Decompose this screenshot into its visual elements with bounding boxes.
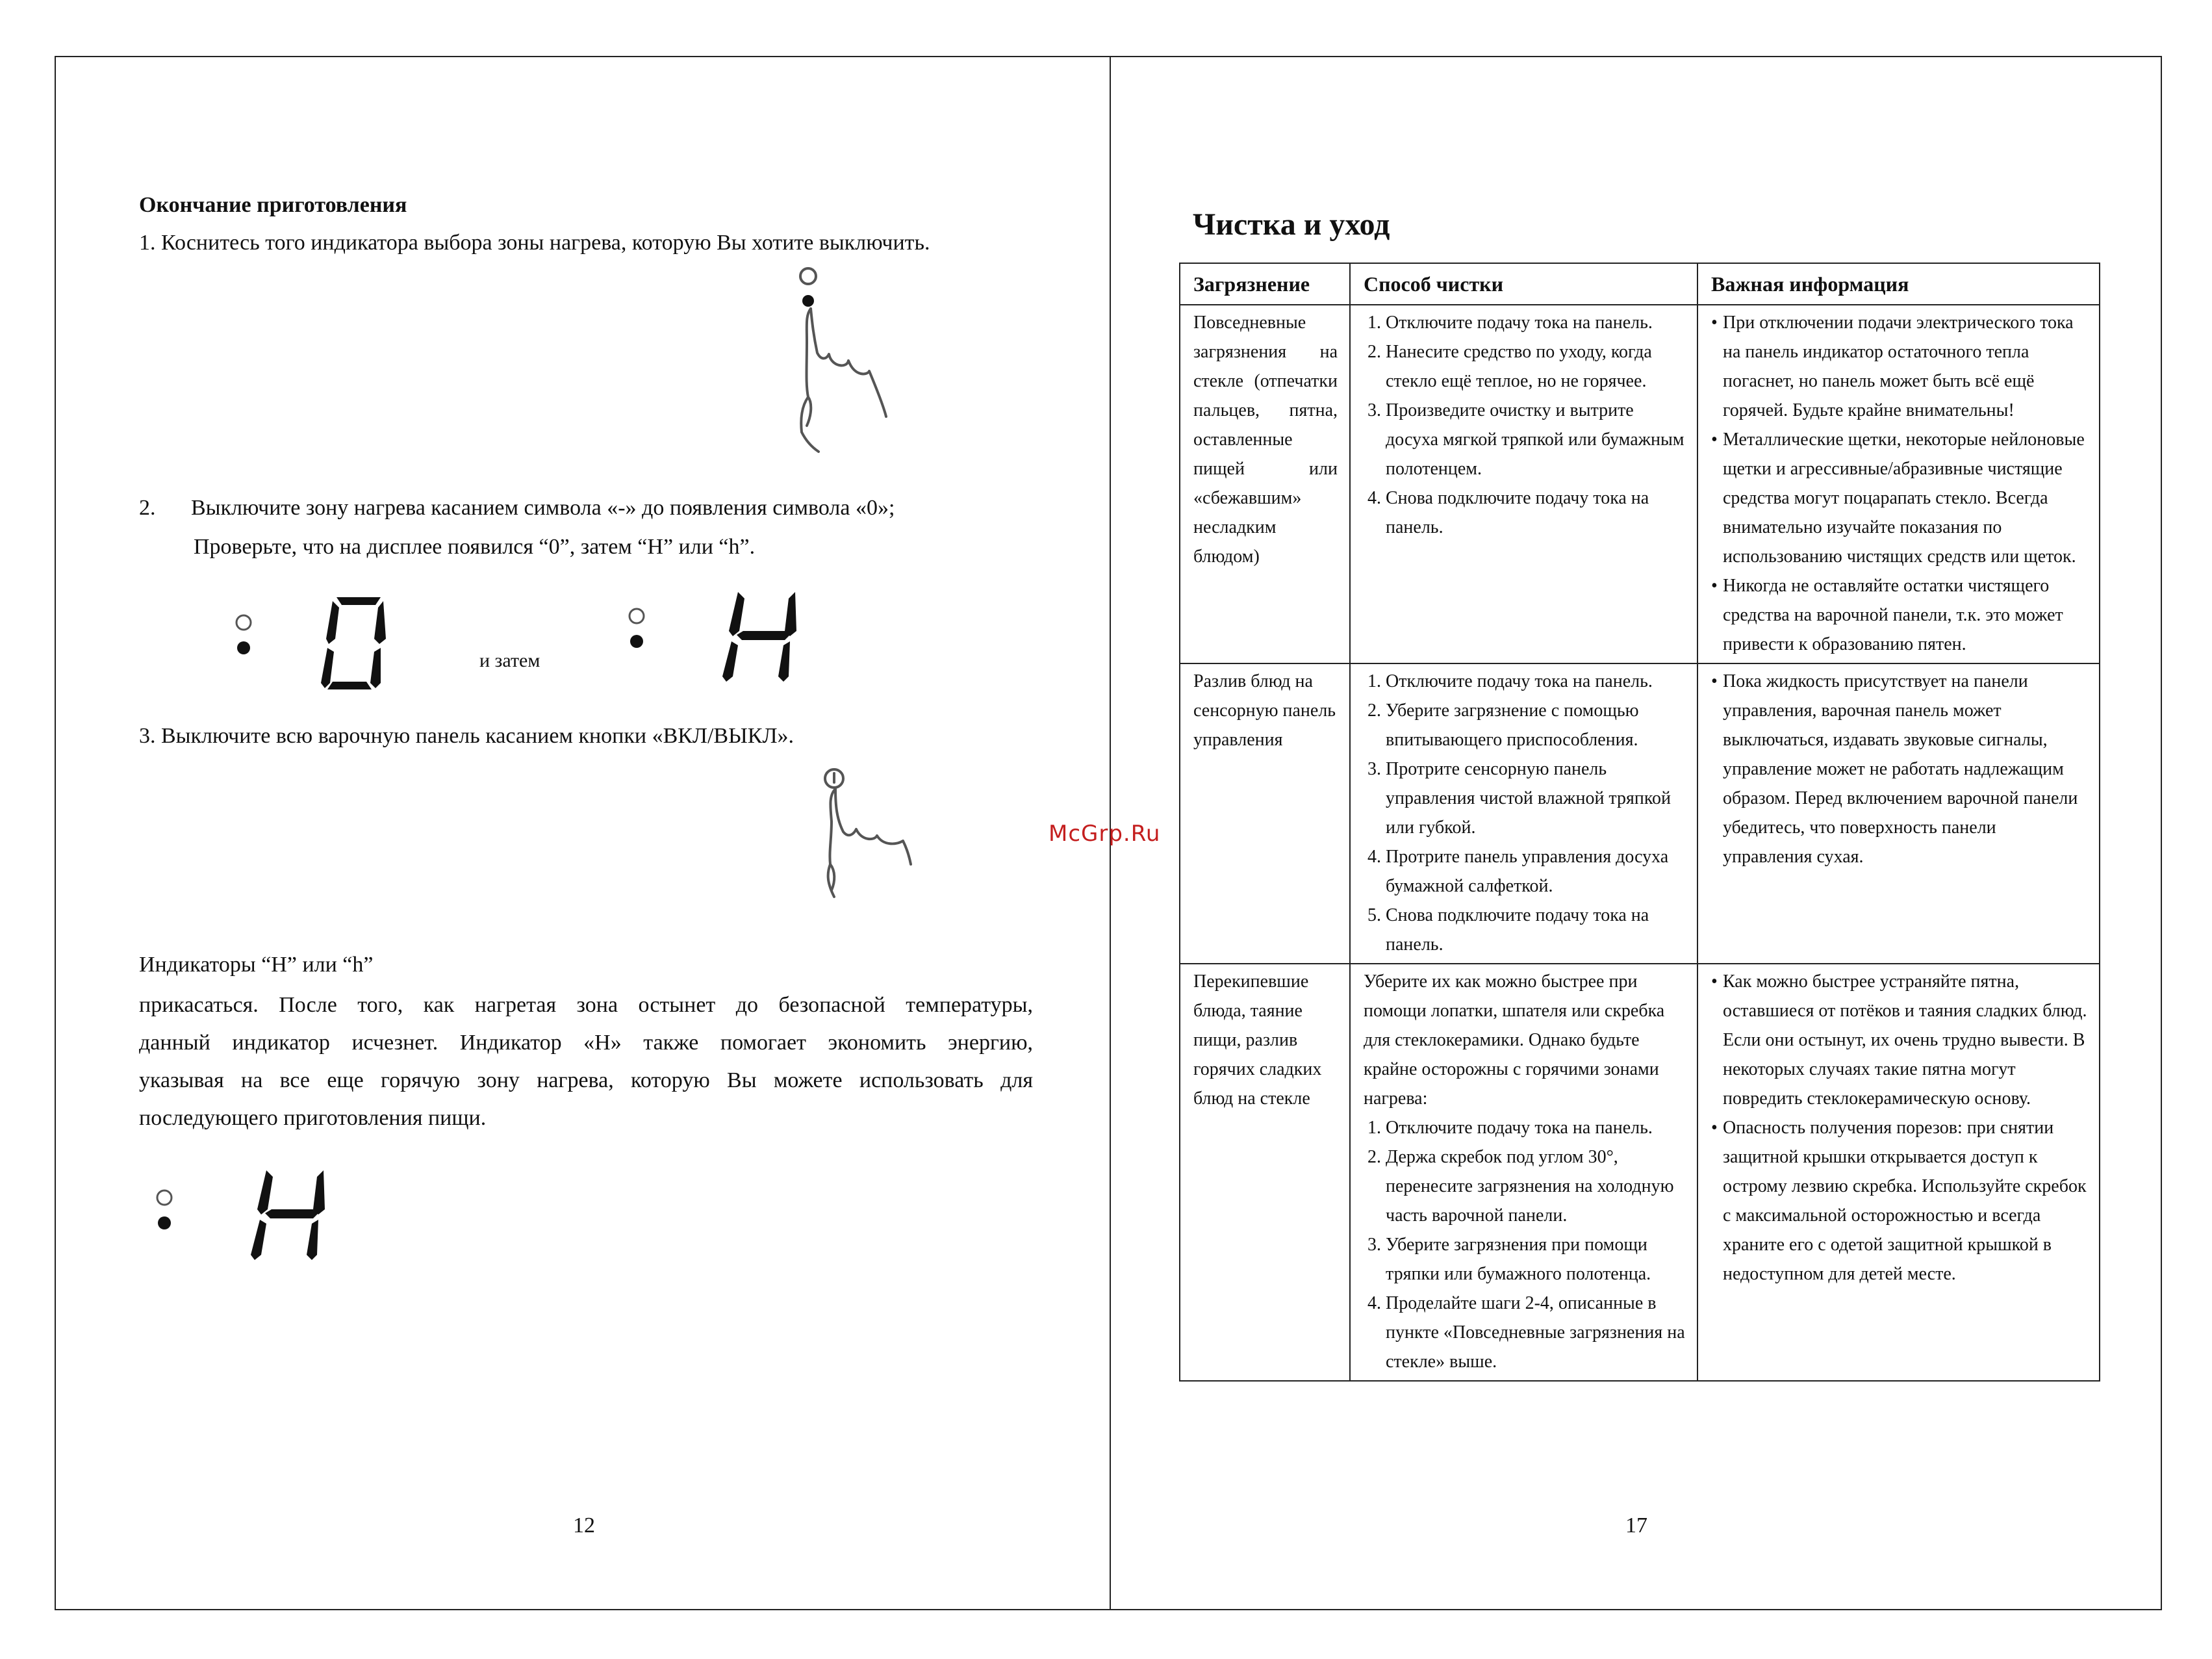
method-cell — [1350, 663, 1697, 964]
zone-indicator-dots — [627, 608, 646, 653]
method-step: 4. Снова подключите подачу тока на панель. — [1386, 483, 1685, 542]
column-header: Загрязнение — [1180, 263, 1350, 305]
table-row — [1180, 305, 2100, 663]
info-item: • Как можно быстрее устраняйте пятна, оставшиеся от потёков и таяния сладких блюд. Если они остынут, их очень трудно вывести. В некоторых случаях такие пятна могут повредить стеклокерамическую основу. — [1723, 967, 2087, 1113]
indicators-line: данный индикатор исчезнет. Индикатор «H» также помогает экономить энергию, — [139, 1031, 1033, 1055]
info-item: • Пока жидкость присутствует на панели управления, варочная панель может выключаться, издавать звуковые сигналы, управление может не работать надлежащим образом. Перед включением варочной панели убедитесь, что поверхность панели управления сухая. — [1723, 667, 2087, 871]
page-number-left: 12 — [573, 1513, 595, 1537]
indicators-line: прикасаться. После того, как нагретая зона остынет до безопасной температуры, — [139, 993, 1033, 1017]
method-step: 3. Уберите загрязнения при помощи тряпки или бумажного полотенца. — [1386, 1230, 1685, 1289]
method-step: 1. Отключите подачу тока на панель. — [1386, 308, 1685, 337]
table-row — [1180, 964, 2100, 1381]
cleaning-table — [1179, 263, 2100, 1382]
step-2-number: 2. — [139, 496, 156, 520]
soil-cell: Повседневные загрязнения на стекле (отпечатки пальцев, пятна, оставленные пищей или «сбежавшим» несладким блюдом) — [1180, 305, 1350, 663]
info-item: • Опасность получения порезов: при снятии защитной крышки открывается доступ к острому лезвию скребка. Используйте скребок с максимальной осторожностью и всегда храните его с одетой защитной крышкой в недоступном для детей месте. — [1723, 1113, 2087, 1289]
method-step: 1. Отключите подачу тока на панель. — [1386, 1113, 1685, 1142]
display-then-label: и затем — [479, 650, 540, 671]
method-step: 5. Снова подключите подачу тока на панель. — [1386, 901, 1685, 959]
info-cell — [1697, 964, 2100, 1381]
method-step: 1. Отключите подачу тока на панель. — [1386, 667, 1685, 696]
indicators-paragraph — [139, 986, 1033, 1137]
method-cell — [1350, 964, 1697, 1381]
method-step: 3. Протрите сенсорную панель управления чистой влажной тряпкой или губкой. — [1386, 754, 1685, 842]
page-title: Чистка и уход — [1193, 207, 1390, 242]
method-intro: Уберите их как можно быстрее при помощи лопатки, шпателя или скребка для стеклокерамики. Однако будьте крайне осторожны с горячими зонами нагрева: — [1364, 971, 1665, 1109]
method-step: 4. Проделайте шаги 2-4, описанные в пункте «Повседневные загрязнения на стекле» выше. — [1386, 1289, 1685, 1376]
method-step: 2. Нанесите средство по уходу, когда стекло ещё теплое, но не горячее. — [1386, 337, 1685, 396]
touch-hand-illustration — [767, 263, 922, 458]
indicators-line: указывая на все еще горячую зону нагрева, которую Вы можете использовать для — [139, 1068, 1033, 1092]
method-cell — [1350, 305, 1697, 663]
section-heading: Окончание приготовления — [139, 193, 407, 217]
info-item: • Металлические щетки, некоторые нейлоновые щетки и агрессивные/абразивные чистящие средства могут поцарапать стекло. Всегда внимательно изучайте показания по использованию чистящих средств или щеток. — [1723, 425, 2087, 571]
info-cell — [1697, 663, 2100, 964]
soil-cell: Перекипевшие блюда, таяние пищи, разлив горячих сладких блюд на стекле — [1180, 964, 1350, 1381]
step-2-line-1: Выключите зону нагрева касанием символа «-» до появления символа «0»; — [191, 496, 895, 520]
method-step: 4. Протрите панель управления досуха бумажной салфеткой. — [1386, 842, 1685, 901]
seven-segment-h — [248, 1166, 333, 1264]
step-3-text: 3. Выключите всю варочную панель касанием кнопки «ВКЛ/ВЫКЛ». — [139, 724, 794, 748]
page-number-right: 17 — [1625, 1513, 1647, 1537]
info-item: • При отключении подачи электрического тока на панель индикатор остаточного тепла погаснет, но панель может быть всё ещё горячей. Будьте крайне внимательны! — [1723, 308, 2087, 425]
table-row — [1180, 663, 2100, 964]
zone-indicator-dots — [155, 1189, 174, 1235]
column-header: Способ чистки — [1350, 263, 1697, 305]
method-step: 3. Произведите очистку и вытрите досуха мягкой тряпкой или бумажным полотенцем. — [1386, 396, 1685, 483]
zone-indicator-dots — [234, 614, 253, 660]
indicators-line: последующего приготовления пищи. — [139, 1106, 487, 1130]
watermark: McGrp.Ru — [1049, 821, 1161, 847]
table-header-row — [1180, 263, 2100, 305]
column-header: Важная информация — [1697, 263, 2100, 305]
method-step: 2. Держа скребок под углом 30°, перенесите загрязнения на холодную часть варочной панели. — [1386, 1142, 1685, 1230]
seven-segment-h — [720, 588, 804, 686]
touch-power-hand-illustration — [806, 767, 935, 903]
seven-segment-zero — [318, 595, 390, 692]
soil-cell: Разлив блюд на сенсорную панель управления — [1180, 663, 1350, 964]
step-1-text: 1. Коснитесь того индикатора выбора зоны нагрева, которую Вы хотите выключить. — [139, 231, 930, 255]
method-step: 2. Уберите загрязнение с помощью впитывающего приспособления. — [1386, 696, 1685, 754]
indicators-title: Индикаторы “H” или “h” — [139, 953, 374, 977]
step-2-line-2: Проверьте, что на дисплее появился “0”, затем “H” или “h”. — [194, 535, 756, 559]
info-cell — [1697, 305, 2100, 663]
info-item: • Никогда не оставляйте остатки чистящего средства на варочной панели, т.к. это может привести к образованию пятен. — [1723, 571, 2087, 659]
